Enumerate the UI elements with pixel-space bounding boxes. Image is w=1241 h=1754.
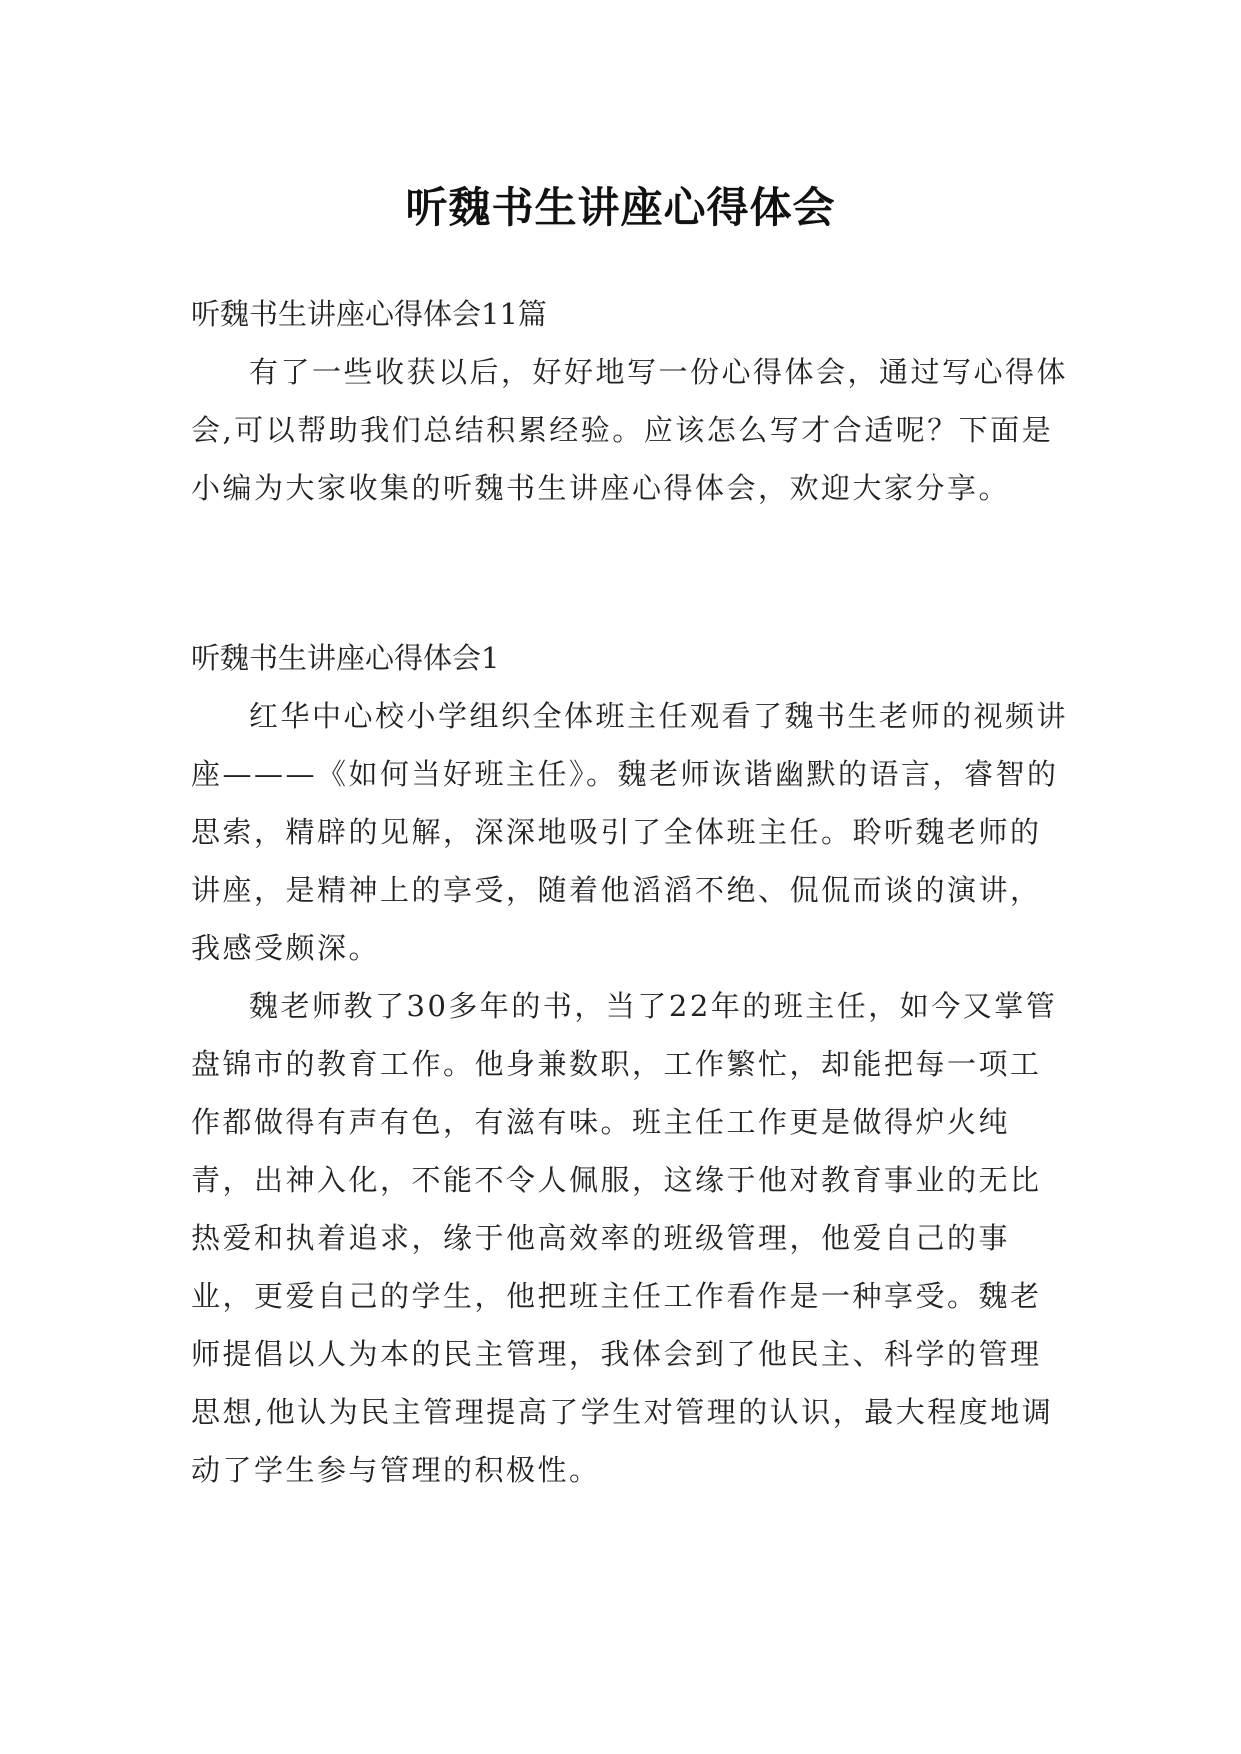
section-1-heading: 听魏书生讲座心得体会1 <box>191 641 500 675</box>
section-spacer <box>191 517 1071 629</box>
section-1-paragraph-2: 魏老师教了30多年的书，当了22年的班主任，如今又掌管盘锦市的教育工作。他身兼数职，工作繁忙，却能把每一项工作都做得有声有色，有滋有味。班主任工作更是做得炉火纯青，出神入化，不能不令人佩服，这缘于他对教育事业的无比热爱和执着追求，缘于他高效率的班级管理，他爱自己的事业，更爱自己的学生，他把班主任工作看作是一种享受。魏老师提倡以人为本的民主管理，我体会到了他民主、科学的管理思想,他认为民主管理提高了学生对管理的认识，最大程度地调动了学生参与管理的积极性。 <box>191 989 1058 1487</box>
section-1-paragraph-1: 红华中心校小学组织全体班主任观看了魏书生老师的视频讲座———《如何当好班主任》。魏老师诙谐幽默的语言，睿智的思索，精辟的见解，深深地吸引了全体班主任。聆听魏老师的讲座，是精神上的享受，随着他滔滔不绝、侃侃而谈的演讲，我感受颇深。 <box>191 699 1069 965</box>
document-title: 听魏书生讲座心得体会 <box>405 183 836 233</box>
intro-paragraph: 有了一些收获以后，好好地写一份心得体会，通过写心得体会,可以帮助我们总结积累经验。应该怎么写才合适呢？下面是小编为大家收集的听魏书生讲座心得体会，欢迎大家分享。 <box>191 355 1069 505</box>
intro-heading: 听魏书生讲座心得体会11篇 <box>191 297 547 331</box>
document-body <box>191 285 1071 1499</box>
